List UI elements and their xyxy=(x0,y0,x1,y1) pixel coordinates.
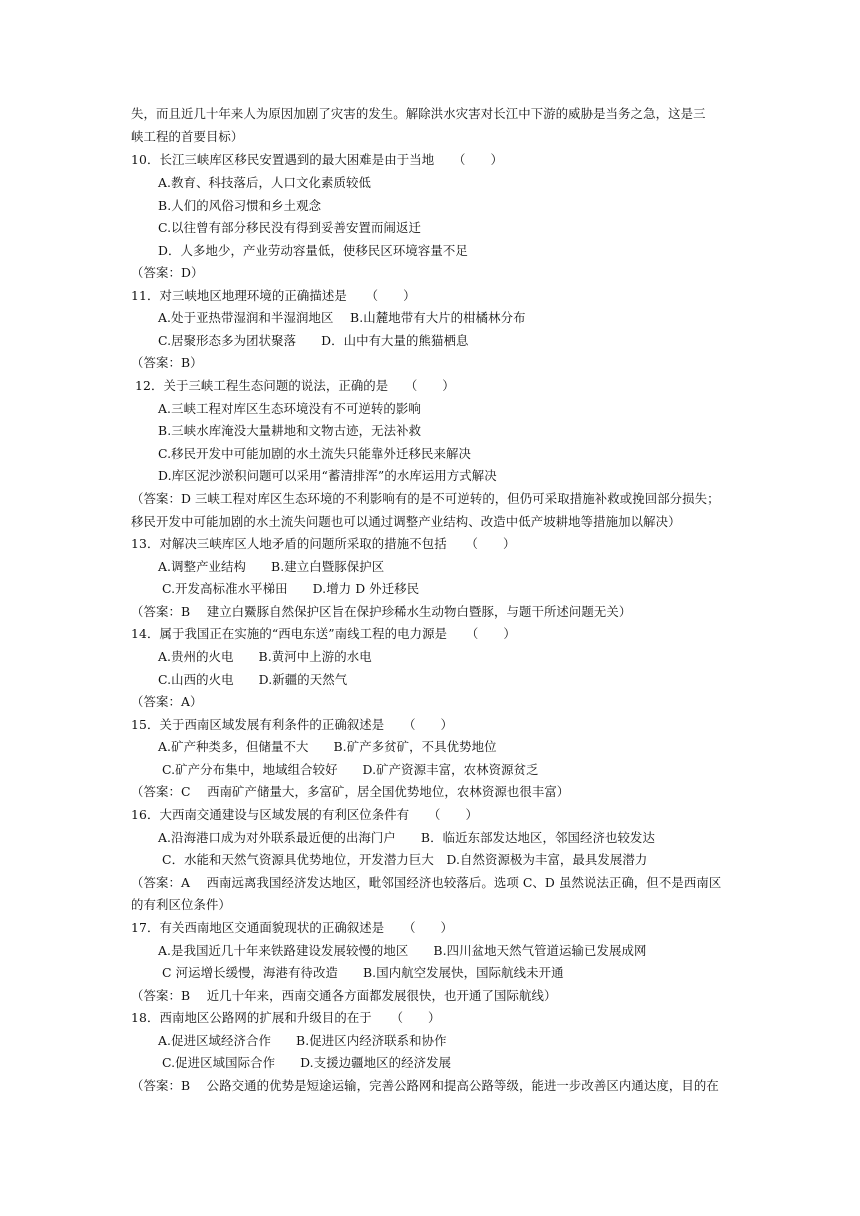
question-16: 16．大西南交通建设与区域发展的有利区位条件有 （ ） xyxy=(131,807,479,822)
question-13: 13．对解决三峡库区人地矛盾的问题所采取的措施不包括 （ ） xyxy=(131,536,516,551)
option-line: C.开发高标准水平梯田 D.增力 D 外迁移民 xyxy=(162,581,420,596)
option-line: A.三峡工程对库区生态环境没有不可逆转的影响 xyxy=(158,401,421,416)
question-12: 12．关于三峡工程生态问题的说法，正确的是 （ ） xyxy=(135,378,455,393)
option-line: C.移民开发中可能加剧的水土流失只能靠外迁移民来解决 xyxy=(158,446,471,461)
option-line: A.促进区域经济合作 B.促进区内经济联系和协作 xyxy=(158,1033,447,1048)
option-line: C 河运增长缓慢，海港有待改造 B.国内航空发展快，国际航线未开通 xyxy=(162,965,564,980)
answer-line: （答案：C 西南矿产储量大，多富矿，居全国优势地位，农林资源也很丰富） xyxy=(131,784,570,799)
text-line: 失，而且近几十年来人为原因加剧了灾害的发生。解除洪水灾害对长江中下游的威胁是当务之急，这是三 xyxy=(131,106,706,121)
option-line: A.处于亚热带湿润和半湿润地区 B.山麓地带有大片的柑橘林分布 xyxy=(158,310,526,325)
option-line: C.矿产分布集中，地域组合较好 D.矿产资源丰富，农林资源贫乏 xyxy=(162,762,539,777)
option-line: B.人们的风俗习惯和乡土观念 xyxy=(158,198,322,213)
option-line: A.贵州的火电 B.黄河中上游的水电 xyxy=(158,649,372,664)
option-line: B.三峡水库淹没大量耕地和文物古迹，无法补救 xyxy=(158,423,422,438)
option-line: D.库区泥沙淤积问题可以采用“蓄清排浑”的水库运用方式解决 xyxy=(158,468,497,483)
text-line: 移民开发中可能加剧的水土流失问题也可以通过调整产业结构、改造中低产坡耕地等措施加以解决） xyxy=(131,514,681,529)
answer-line: （答案：D） xyxy=(131,265,204,280)
option-line: A.调整产业结构 B.建立白暨豚保护区 xyxy=(158,559,385,574)
option-line: A.沿海港口成为对外联系最近便的出海门户 B．临近东部发达地区，邻国经济也较发达 xyxy=(158,830,655,845)
question-10: 10．长江三峡库区移民安置遇到的最大困难是由于当地 （ ） xyxy=(131,152,503,167)
answer-line: （答案：B） xyxy=(131,355,203,370)
question-15: 15．关于西南区域发展有利条件的正确叙述是 （ ） xyxy=(131,717,454,732)
answer-line: （答案：A 西南远离我国经济发达地区，毗邻国经济也较落后。选项 C、D 虽然说法正确，但不是西南区 xyxy=(131,875,722,890)
option-line: C.促进区域国际合作 D.支援边疆地区的经济发展 xyxy=(162,1055,452,1070)
option-line: C.以往曾有部分移民没有得到妥善安置而闹返迁 xyxy=(158,220,421,235)
option-line: A.教育、科技落后，人口文化素质较低 xyxy=(158,175,371,190)
answer-line: （答案：D 三峡工程对库区生态环境的不利影响有的是不可逆转的，但仍可采取措施补救或挽回部分损失； xyxy=(131,491,720,506)
text-line: 的有利区位条件） xyxy=(131,897,231,912)
question-17: 17．有关西南地区交通面貌现状的正确叙述是 （ ） xyxy=(131,920,454,935)
question-14: 14．属于我国正在实施的“西电东送”南线工程的电力源是 （ ） xyxy=(131,626,516,641)
option-line: C.居聚形态多为团状聚落 D．山中有大量的熊猫栖息 xyxy=(158,333,469,348)
answer-line: （答案：B 近几十年来，西南交通各方面都发展很快，也开通了国际航线） xyxy=(131,988,557,1003)
question-11: 11．对三峡地区地理环境的正确描述是 （ ） xyxy=(131,288,416,303)
answer-line: （答案：B 建立白鱀豚自然保护区旨在保护珍稀水生动物白暨豚，与题干所述问题无关） xyxy=(131,604,632,619)
question-18: 18．西南地区公路网的扩展和升级目的在于 （ ） xyxy=(131,1010,441,1025)
text-line: 峡工程的首要目标） xyxy=(131,129,244,144)
option-line: A.矿产种类多，但储量不大 B.矿产多贫矿，不具优势地位 xyxy=(158,739,497,754)
option-line: C．水能和天然气资源具优势地位，开发潜力巨大 D.自然资源极为丰富，最具发展潜力 xyxy=(162,852,648,867)
answer-line: （答案：B 公路交通的优势是短途运输，完善公路网和提高公路等级，能进一步改善区内通达度，目的在 xyxy=(131,1078,719,1093)
answer-line: （答案：A） xyxy=(131,694,203,709)
option-line: D．人多地少，产业劳动容量低，使移民区环境容量不足 xyxy=(158,243,468,258)
option-line: A.是我国近几十年来铁路建设发展较慢的地区 B.四川盆地天然气管道运输已发展成网 xyxy=(158,943,647,958)
option-line: C.山西的火电 D.新疆的天然气 xyxy=(158,672,348,687)
